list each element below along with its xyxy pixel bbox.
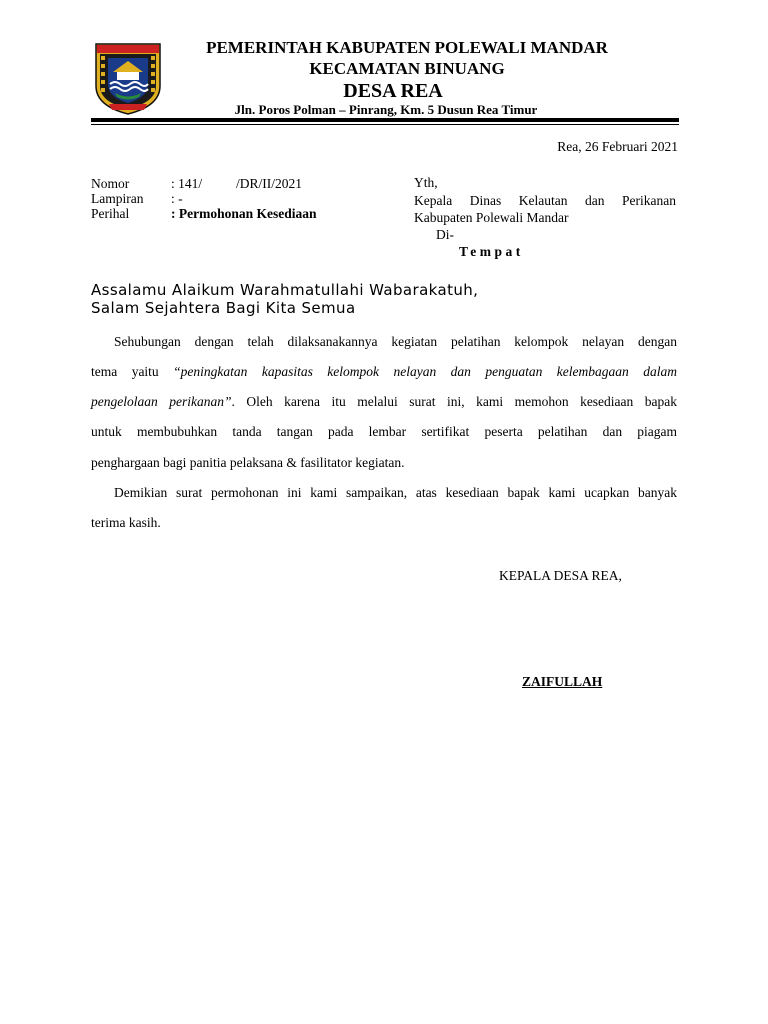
- addressee-tempat: Tempat: [459, 244, 524, 259]
- letterhead-address: Jln. Poros Polman – Pinrang, Km. 5 Dusun Rea Timur: [234, 102, 538, 117]
- regency-coat-of-arms-icon: [93, 42, 163, 116]
- letterhead-village-line: DESA REA: [343, 80, 443, 102]
- letterhead-divider-thin: [91, 124, 679, 125]
- ref-perihal-text: Permohonan Kesediaan: [178, 206, 317, 221]
- body-p1-line3-post: . Oleh karena itu melalui surat ini, kami memohon kesediaan bapak: [231, 394, 678, 409]
- ref-nomor-value: : 141/: [171, 176, 203, 191]
- body-p1-line2-pre: tema yaitu: [91, 364, 159, 379]
- addressee-line1: Kepala Dinas Kelautan dan Perikanan: [414, 193, 676, 208]
- ref-perihal-label: Perihal: [91, 206, 130, 221]
- body-p1-line3: [91, 394, 677, 410]
- greeting-line1: Assalamu Alaikum Warahmatullahi Wabarakatuh,: [91, 281, 479, 299]
- body-p1-line1: Sehubungan dengan telah dilaksanakannya kegiatan pelatihan kelompok nelayan dengan: [114, 334, 677, 349]
- greeting-line2: Salam Sejahtera Bagi Kita Semua: [91, 299, 356, 317]
- letterhead-divider-thick: [91, 118, 679, 122]
- ref-lampiran-value: : -: [171, 191, 183, 206]
- signature-title: KEPALA DESA REA,: [499, 568, 622, 583]
- body-p1-line3-quote: pengelolaan perikanan”: [91, 394, 232, 409]
- body-p1-line4: untuk membubuhkan tanda tangan pada lembar sertifikat peserta pelatihan dan piagam: [91, 424, 677, 439]
- body-p1-line2: [91, 364, 677, 380]
- ref-perihal-colon: :: [171, 206, 176, 221]
- letterhead-district-line: KECAMATAN BINUANG: [309, 59, 505, 78]
- ref-nomor-label: Nomor: [91, 176, 130, 191]
- body-p2-line1: Demikian surat permohonan ini kami sampaikan, atas kesediaan bapak kami ucapkan banyak: [114, 485, 677, 500]
- body-p1-line5: penghargaan bagi panitia pelaksana & fasilitator kegiatan.: [91, 455, 405, 470]
- body-p1-line2-quote: “peningkatan kapasitas kelompok nelayan dan penguatan kelembagaan dalam: [173, 364, 677, 379]
- ref-perihal-value: [171, 206, 317, 221]
- ref-lampiran-label: Lampiran: [91, 191, 144, 206]
- addressee-salutation: Yth,: [414, 175, 438, 190]
- ref-nomor-suffix: /DR/II/2021: [236, 176, 302, 191]
- addressee-line2: Kabupaten Polewali Mandar: [414, 210, 569, 225]
- letter-date: Rea, 26 Februari 2021: [557, 139, 678, 154]
- signature-name: ZAIFULLAH: [522, 674, 603, 689]
- body-p2-line2: terima kasih.: [91, 515, 161, 530]
- addressee-di: Di-: [436, 227, 454, 242]
- letterhead-government-line: PEMERINTAH KABUPATEN POLEWALI MANDAR: [206, 38, 608, 57]
